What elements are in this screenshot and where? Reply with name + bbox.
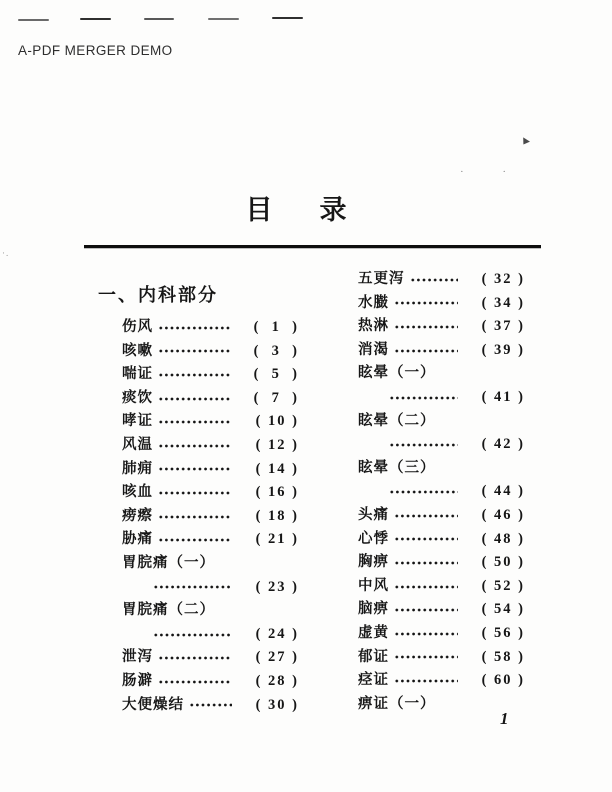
toc-entry <box>358 315 525 339</box>
dot-leader <box>394 677 458 685</box>
toc-entry-pagenum: ( 54 ) <box>481 601 525 618</box>
toc-entry <box>122 528 299 552</box>
toc-entry-pagenum: ( 3 ) <box>253 342 299 359</box>
toc-entry-text: 胁痛 <box>122 531 153 548</box>
dot-leader <box>158 678 232 686</box>
dot-leader <box>158 654 232 662</box>
toc-entry-text: 眩晕（二） <box>358 412 436 429</box>
toc-entry-pageline <box>358 433 525 457</box>
toc-entry <box>122 670 299 694</box>
toc-entry-pagenum: ( 42 ) <box>481 436 525 453</box>
toc-entry <box>358 504 525 528</box>
toc-entry-pagenum: ( 30 ) <box>255 696 299 713</box>
toc-entry <box>122 481 299 505</box>
toc-entry-pagenum: ( 52 ) <box>481 577 525 594</box>
dot-leader <box>394 630 458 638</box>
toc-entry-text: 心悸 <box>358 530 389 547</box>
toc-entry-pagenum: ( 44 ) <box>481 483 525 500</box>
dot-leader <box>394 512 458 520</box>
toc-entry-pageline <box>122 576 299 600</box>
toc-entry-text: 哮证 <box>122 413 153 430</box>
toc-entry-pagenum: ( 60 ) <box>481 672 525 689</box>
dot-leader <box>394 559 458 567</box>
toc-entry-text: 痹证（一） <box>358 695 436 712</box>
dot-leader <box>394 535 458 543</box>
scan-artifact-dash <box>144 18 174 20</box>
toc-entry-pagenum: ( 56 ) <box>481 624 525 641</box>
toc-entry <box>358 528 525 552</box>
toc-entry-text: 痰饮 <box>122 389 153 406</box>
toc-entry-pagenum: ( 21 ) <box>255 531 299 548</box>
toc-entry <box>122 458 299 482</box>
toc-entry-label <box>358 410 525 434</box>
toc-entry-pagenum: ( 37 ) <box>481 318 525 335</box>
toc-entry-label <box>122 552 299 576</box>
toc-entry-pagenum: ( 46 ) <box>481 506 525 523</box>
toc-entry-text: 眩晕（一） <box>358 365 436 382</box>
dot-leader <box>394 653 458 661</box>
toc-entry-text: 郁证 <box>358 648 389 665</box>
dot-leader <box>158 371 232 379</box>
toc-entry-text: 胃脘痛（二） <box>122 602 215 619</box>
toc-entry <box>122 340 299 364</box>
toc-entry-pagenum: ( 18 ) <box>255 507 299 524</box>
toc-entry-pagenum: ( 39 ) <box>481 341 525 358</box>
toc-entry <box>122 694 299 718</box>
toc-entry-pagenum: ( 32 ) <box>481 271 525 287</box>
toc-entry-text: 消渴 <box>358 341 389 358</box>
toc-entry-text: 痉证 <box>358 672 389 689</box>
toc-entry-text: 脑痹 <box>358 601 389 618</box>
toc-entry-text: 眩晕（三） <box>358 459 436 476</box>
ink-speck-icon <box>520 137 530 146</box>
toc-entry-text: 风温 <box>122 436 153 453</box>
dot-leader <box>389 394 458 402</box>
toc-entry-text: 喘证 <box>122 366 153 383</box>
toc-entry-pagenum: ( 50 ) <box>481 554 525 571</box>
toc-column-left <box>122 316 299 717</box>
dot-leader <box>158 324 232 332</box>
toc-entry-text: 伤风 <box>122 319 153 335</box>
dot-leader <box>158 489 232 497</box>
dot-leader <box>158 513 232 521</box>
toc-entry-pageline <box>358 386 525 410</box>
toc-entry <box>122 387 299 411</box>
toc-entry-text: 头痛 <box>358 506 389 523</box>
toc-entry <box>122 410 299 434</box>
toc-entry-text: 胃脘痛（一） <box>122 554 215 571</box>
dot-leader <box>389 441 458 449</box>
toc-entry-pagenum: ( 14 ) <box>255 460 299 477</box>
toc-entry <box>358 551 525 575</box>
watermark-text: A-PDF MERGER DEMO <box>18 43 173 58</box>
title-divider <box>84 245 541 248</box>
toc-entry <box>122 316 299 340</box>
toc-entry-pagenum: ( 23 ) <box>255 578 299 595</box>
toc-entry-pagenum: ( 12 ) <box>255 436 299 453</box>
toc-entry <box>358 646 525 670</box>
toc-entry-label <box>358 457 525 481</box>
section-heading: 一、内科部分 <box>98 285 218 305</box>
scan-speck: ·. <box>2 248 10 258</box>
toc-entry <box>358 669 525 693</box>
toc-entry-pagenum: ( 41 ) <box>481 388 525 405</box>
toc-entry-text: 五更泻 <box>358 271 405 287</box>
toc-entry-pageline <box>358 480 525 504</box>
toc-entry-text: 胸痹 <box>358 554 389 571</box>
toc-entry <box>122 434 299 458</box>
toc-column-right <box>358 268 525 716</box>
toc-entry <box>358 598 525 622</box>
toc-entry-pagenum: ( 58 ) <box>481 648 525 665</box>
toc-entry-text: 痨瘵 <box>122 507 153 524</box>
toc-entry <box>122 505 299 529</box>
dot-leader <box>394 299 458 307</box>
toc-entry-pagenum: ( 24 ) <box>255 625 299 642</box>
dot-leader <box>153 631 232 639</box>
dot-leader <box>158 395 232 403</box>
dot-leader <box>394 606 458 614</box>
toc-entry-pagenum: ( 28 ) <box>255 672 299 689</box>
dot-leader <box>389 488 458 496</box>
toc-entry-pagenum: ( 34 ) <box>481 294 525 311</box>
toc-entry-text: 水臌 <box>358 294 389 311</box>
dot-leader <box>158 418 232 426</box>
dot-leader <box>158 465 232 473</box>
toc-entry-pagenum: ( 16 ) <box>255 484 299 501</box>
toc-entry <box>358 292 525 316</box>
scan-artifact-dash <box>272 17 303 19</box>
dot-leader <box>189 701 232 709</box>
toc-entry-text: 肺痈 <box>122 460 153 477</box>
scan-artifact-dash <box>80 18 111 20</box>
toc-entry-text: 热淋 <box>358 318 389 335</box>
toc-entry-pagenum: ( 48 ) <box>481 530 525 547</box>
page-number: 1 <box>500 709 510 728</box>
toc-entry <box>358 339 525 363</box>
toc-entry <box>358 622 525 646</box>
toc-entry <box>358 268 525 292</box>
dot-leader <box>158 536 232 544</box>
toc-entry-text: 咳嗽 <box>122 342 153 359</box>
toc-entry <box>122 646 299 670</box>
dot-leader <box>158 347 232 355</box>
toc-entry-pagenum: ( 5 ) <box>253 366 299 383</box>
dot-leader <box>394 347 458 355</box>
toc-entry-text: 咳血 <box>122 484 153 501</box>
toc-entry <box>122 363 299 387</box>
toc-entry-label <box>122 599 299 623</box>
dot-leader <box>158 442 232 450</box>
page-title: 目 录 <box>245 195 357 225</box>
toc-entry-text: 虚黄 <box>358 624 389 641</box>
toc-entry-pagenum: ( 7 ) <box>253 389 299 406</box>
toc-entry-text: 泄泻 <box>122 649 153 666</box>
toc-entry-label <box>358 362 525 386</box>
toc-entry-pagenum: ( 10 ) <box>255 413 299 430</box>
dot-leader <box>410 276 459 284</box>
toc-entry-text: 肠澼 <box>122 672 153 689</box>
dot-leader <box>394 323 458 331</box>
toc-entry-pagenum: ( 1 ) <box>253 319 299 335</box>
toc-entry-pageline <box>122 623 299 647</box>
scan-artifact-dash <box>18 19 49 21</box>
toc-entry-pagenum: ( 27 ) <box>255 649 299 666</box>
dot-leader <box>394 583 458 591</box>
dot-leader <box>153 583 232 591</box>
scan-speck: · · <box>460 166 525 178</box>
scan-artifact-dash <box>208 18 239 20</box>
toc-entry <box>358 575 525 599</box>
toc-entry-text: 大便燥结 <box>122 696 184 713</box>
toc-entry-text: 中风 <box>358 577 389 594</box>
